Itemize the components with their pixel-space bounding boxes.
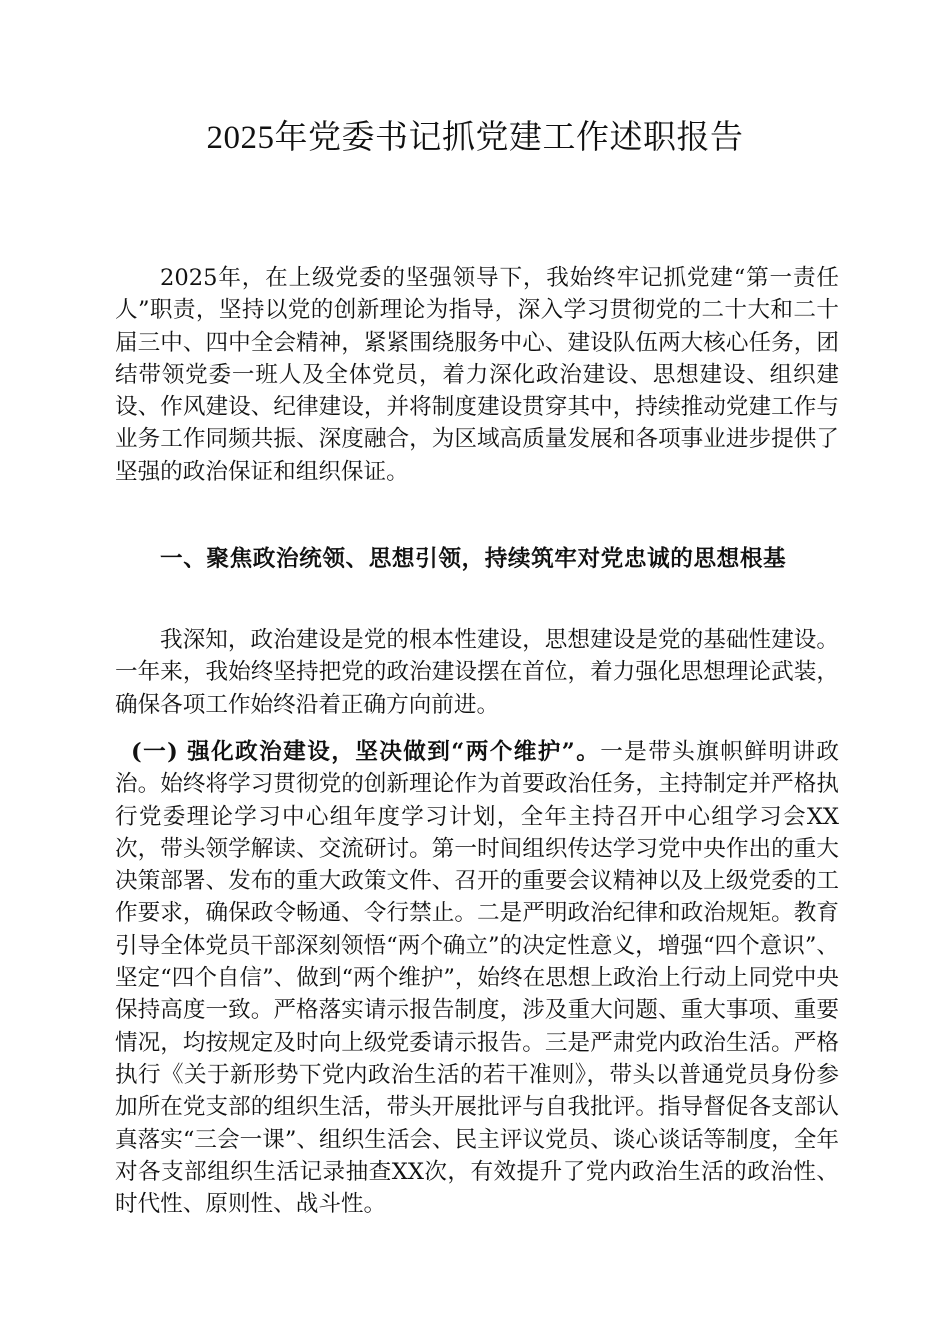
- subsection-one-body: 一是带头旗帜鲜明讲政治。始终将学习贯彻党的创新理论作为首要政治任务，主持制定并严格执行党委理论学习中心组年度学习计划，全年主持召开中心组学习会XX次，带头领学解读、交流研讨。第一时间组织传达学习党中央作出的重大决策部署、发布的重大政策文件、召开的重要会议精神以及上级党委的工作要求，确保政令畅通、令行禁止。二是严明政治纪律和政治规矩。教育引导全体党员干部深刻领悟“两个确立”的决定性意义，增强“四个意识”、坚定“四个自信”、做到“两个维护”，始终在思想上政治上行动上同党中央保持高度一致。严格落实请示报告制度，涉及重大问题、重大事项、重要情况，均按规定及时向上级党委请示报告。三是严肃党内政治生活。严格执行《关于新形势下党内政治生活的若干准则》，带头以普通党员身份参加所在党支部的组织生活，带头开展批评与自我批评。指导督促各支部认真落实“三会一课”、组织生活会、民主评议党员、谈心谈话等制度，全年对各支部组织生活记录抽查XX次，有效提升了党内政治生活的政治性、时代性、原则性、战斗性。: [115, 739, 840, 1218]
- intro-paragraph: 2025年，在上级党委的坚强领导下，我始终牢记抓党建“第一责任人”职责，坚持以党的创新理论为指导，深入学习贯彻党的二十大和二十届三中、四中全会精神，紧紧围绕服务中心、建设队伍两大核心任务，团结带领党委一班人及全体党员，着力深化政治建设、思想建设、组织建设、作风建设、纪律建设，并将制度建设贯穿其中，持续推动党建工作与业务工作同频共振、深度融合，为区域高质量发展和各项事业进步提供了坚强的政治保证和组织保证。: [115, 265, 839, 485]
- document-title: 2025年党委书记抓党建工作述职报告: [206, 120, 744, 156]
- section-one-paragraph: 我深知，政治建设是党的根本性建设，思想建设是党的基础性建设。一年来，我始终坚持把党的政治建设摆在首位，着力强化思想理论武装，确保各项工作始终沿着正确方向前进。: [115, 627, 839, 718]
- subsection-one-heading: (一) 强化政治建设，坚决做到“两个维护”。: [131, 739, 601, 765]
- section-one-heading: 一、聚焦政治统领、思想引领，持续筑牢对党忠诚的思想根基: [160, 546, 787, 572]
- subsection-one-paragraph: [115, 736, 839, 1220]
